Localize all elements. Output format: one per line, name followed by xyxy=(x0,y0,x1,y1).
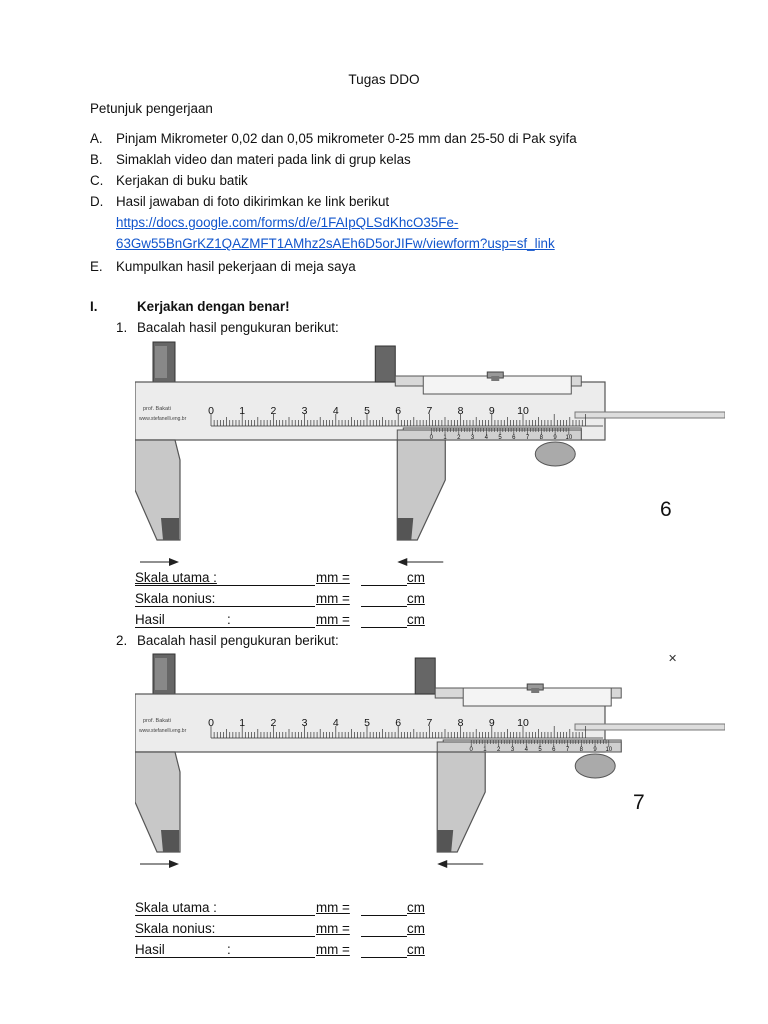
section-number: I. xyxy=(90,299,98,314)
colon: : xyxy=(227,612,231,627)
depth-rod xyxy=(575,724,725,730)
page-title: Tugas DDO xyxy=(348,72,420,87)
main-scale-label: 8 xyxy=(457,717,464,729)
thumb-wheel xyxy=(535,442,575,466)
main-scale-label: 1 xyxy=(239,405,246,417)
right-arrow-head xyxy=(437,860,447,868)
mm-label: mm = xyxy=(316,900,350,915)
cm-label: cm xyxy=(407,591,425,606)
label-main-scale: Skala utama : xyxy=(135,900,217,915)
form-link-line-2[interactable] xyxy=(116,236,555,251)
vernier-label: 7 xyxy=(565,747,570,753)
question-text: Bacalah hasil pengukuran berikut: xyxy=(137,320,339,335)
upper-fixed-jaw-highlight xyxy=(155,346,167,378)
instruction-label: D. xyxy=(90,194,104,209)
vernier-label: 10 xyxy=(605,747,613,753)
underline xyxy=(135,915,315,916)
instruction-text: Kerjakan di buku batik xyxy=(116,173,248,188)
question-number: 2. xyxy=(116,633,128,648)
underline xyxy=(135,936,315,937)
vernier-label: 8 xyxy=(539,435,544,441)
instruction-e xyxy=(90,259,356,274)
handwritten-annotation-2: 7 xyxy=(633,791,645,814)
caliper-url: www.stefanelli.eng.br xyxy=(139,728,187,734)
vernier-label: 6 xyxy=(552,747,556,753)
left-arrow-head xyxy=(169,860,179,868)
instruction-text: Kumpulkan hasil pekerjaan di meja saya xyxy=(116,259,356,274)
mm-label: mm = xyxy=(316,942,350,957)
cm-label: cm xyxy=(407,921,425,936)
row-main-scale xyxy=(135,570,313,585)
main-scale-label: 3 xyxy=(301,405,308,417)
main-scale-label: 8 xyxy=(457,405,464,417)
main-scale-label: 10 xyxy=(517,405,529,417)
underline xyxy=(135,957,315,958)
blank-cm xyxy=(361,585,407,586)
main-scale-label: 9 xyxy=(488,717,495,729)
question-2 xyxy=(116,633,339,648)
handwritten-annotation-1: 6 xyxy=(660,498,672,521)
main-scale-label: 4 xyxy=(332,405,339,417)
depth-rod xyxy=(575,412,725,418)
vernier-label: 1 xyxy=(483,747,487,753)
section-heading: Kerjakan dengan benar! xyxy=(137,299,290,314)
label-result: Hasil xyxy=(135,612,165,627)
instruction-text: Hasil jawaban di foto dikirimkan ke link berikut xyxy=(116,194,390,209)
instruction-b xyxy=(90,152,411,167)
right-arrow-head xyxy=(397,558,407,566)
vernier-caliper-2 xyxy=(135,652,725,874)
answer-block-1 xyxy=(135,570,435,634)
instructions-heading: Petunjuk pengerjaan xyxy=(90,101,213,116)
main-scale-label: 2 xyxy=(270,717,277,729)
left-arrow-head xyxy=(169,558,179,566)
lower-movable-jaw-tip xyxy=(437,830,453,852)
main-scale-label: 7 xyxy=(426,717,433,729)
main-scale-label: 5 xyxy=(364,717,370,729)
cm-label: cm xyxy=(407,942,425,957)
instruction-label: B. xyxy=(90,152,103,167)
question-number: 1. xyxy=(116,320,128,335)
lock-screw-stem xyxy=(531,688,539,693)
vernier-label: 5 xyxy=(538,747,542,753)
instruction-label: A. xyxy=(90,131,103,146)
lower-fixed-jaw-tip xyxy=(161,830,179,852)
lock-screw-stem xyxy=(491,376,499,381)
blank-cm xyxy=(361,957,407,958)
instruction-a xyxy=(90,131,577,146)
vernier-label: 9 xyxy=(593,747,597,753)
thumb-wheel xyxy=(575,754,615,778)
upper-movable-jaw xyxy=(375,346,395,382)
caliper-brand: prof. Bakati xyxy=(143,718,171,724)
main-scale-label: 7 xyxy=(426,405,433,417)
instruction-label: C. xyxy=(90,173,104,188)
main-scale-label: 0 xyxy=(208,717,214,729)
form-link[interactable]: https://docs.google.com/forms/d/e/1FAIpQLSdKhcO35Fe- xyxy=(116,215,459,230)
vernier-label: 4 xyxy=(524,747,528,753)
blank-cm xyxy=(361,936,407,937)
main-scale-label: 6 xyxy=(395,717,402,729)
upper-fixed-jaw-highlight xyxy=(155,658,167,690)
main-scale-label: 3 xyxy=(301,717,308,729)
instruction-text: Pinjam Mikrometer 0,02 dan 0,05 mikrometer 0-25 mm dan 25-50 di Pak syifa xyxy=(116,131,577,146)
main-scale-label: 2 xyxy=(270,405,277,417)
main-scale-label: 1 xyxy=(239,717,246,729)
cm-label: cm xyxy=(407,570,425,585)
lower-fixed-jaw-tip xyxy=(161,518,179,540)
vernier-label: 4 xyxy=(484,435,488,441)
main-scale-label: 5 xyxy=(364,405,370,417)
vernier-label: 1 xyxy=(443,435,447,441)
mm-label: mm = xyxy=(316,612,350,627)
instruction-d xyxy=(90,194,389,209)
underline xyxy=(135,627,315,628)
instruction-c xyxy=(90,173,248,188)
vernier-label: 5 xyxy=(498,435,502,441)
underline xyxy=(135,606,315,607)
instruction-text: Simaklah video dan materi pada link di grup kelas xyxy=(116,152,411,167)
caliper-brand: prof. Bakati xyxy=(143,406,171,412)
question-1 xyxy=(116,320,339,335)
vernier-label: 0 xyxy=(469,747,473,753)
lower-movable-jaw-tip xyxy=(397,518,413,540)
vernier-label: 3 xyxy=(510,747,515,753)
vernier-label: 7 xyxy=(525,435,530,441)
mm-label: mm = xyxy=(316,921,350,936)
cm-label: cm xyxy=(407,612,425,627)
label-result: Hasil xyxy=(135,942,165,957)
question-text: Bacalah hasil pengukuran berikut: xyxy=(137,633,339,648)
blank-cm xyxy=(361,627,407,628)
vernier-label: 6 xyxy=(512,435,516,441)
vernier-caliper-1 xyxy=(135,340,725,572)
blank-cm xyxy=(361,606,407,607)
blank-cm xyxy=(361,915,407,916)
vernier-label: 0 xyxy=(429,435,433,441)
upper-movable-jaw xyxy=(415,658,435,694)
label-vernier-scale: Skala nonius: xyxy=(135,591,216,606)
vernier-label: 10 xyxy=(565,435,573,441)
main-scale-label: 0 xyxy=(208,405,214,417)
main-scale-label: 6 xyxy=(395,405,402,417)
vernier-label: 2 xyxy=(497,747,501,753)
caliper-url: www.stefanelli.eng.br xyxy=(139,416,187,422)
vernier-label: 2 xyxy=(457,435,461,441)
vernier-label: 9 xyxy=(553,435,557,441)
mark-icon: ✕ xyxy=(668,653,678,665)
label-main-scale: Skala utama : xyxy=(135,570,217,585)
vernier-label: 8 xyxy=(579,747,583,753)
mm-label: mm = xyxy=(316,591,350,606)
mm-label: mm = xyxy=(316,570,350,585)
main-scale-label: 9 xyxy=(488,405,495,417)
form-link-continued[interactable]: 63Gw55BnGrKZ1QAZMFT1AMhz2sAEh6D5orJIFw/viewform?usp=sf_link xyxy=(116,236,555,251)
main-scale-label: 10 xyxy=(517,717,529,729)
colon: : xyxy=(227,942,231,957)
main-scale-label: 4 xyxy=(332,717,339,729)
answer-block-2 xyxy=(135,900,435,964)
cm-label: cm xyxy=(407,900,425,915)
vernier-label: 3 xyxy=(470,435,475,441)
label-vernier-scale: Skala nonius: xyxy=(135,921,216,936)
instruction-label: E. xyxy=(90,259,103,274)
form-link-line-1[interactable] xyxy=(116,215,458,230)
underline xyxy=(135,585,315,586)
